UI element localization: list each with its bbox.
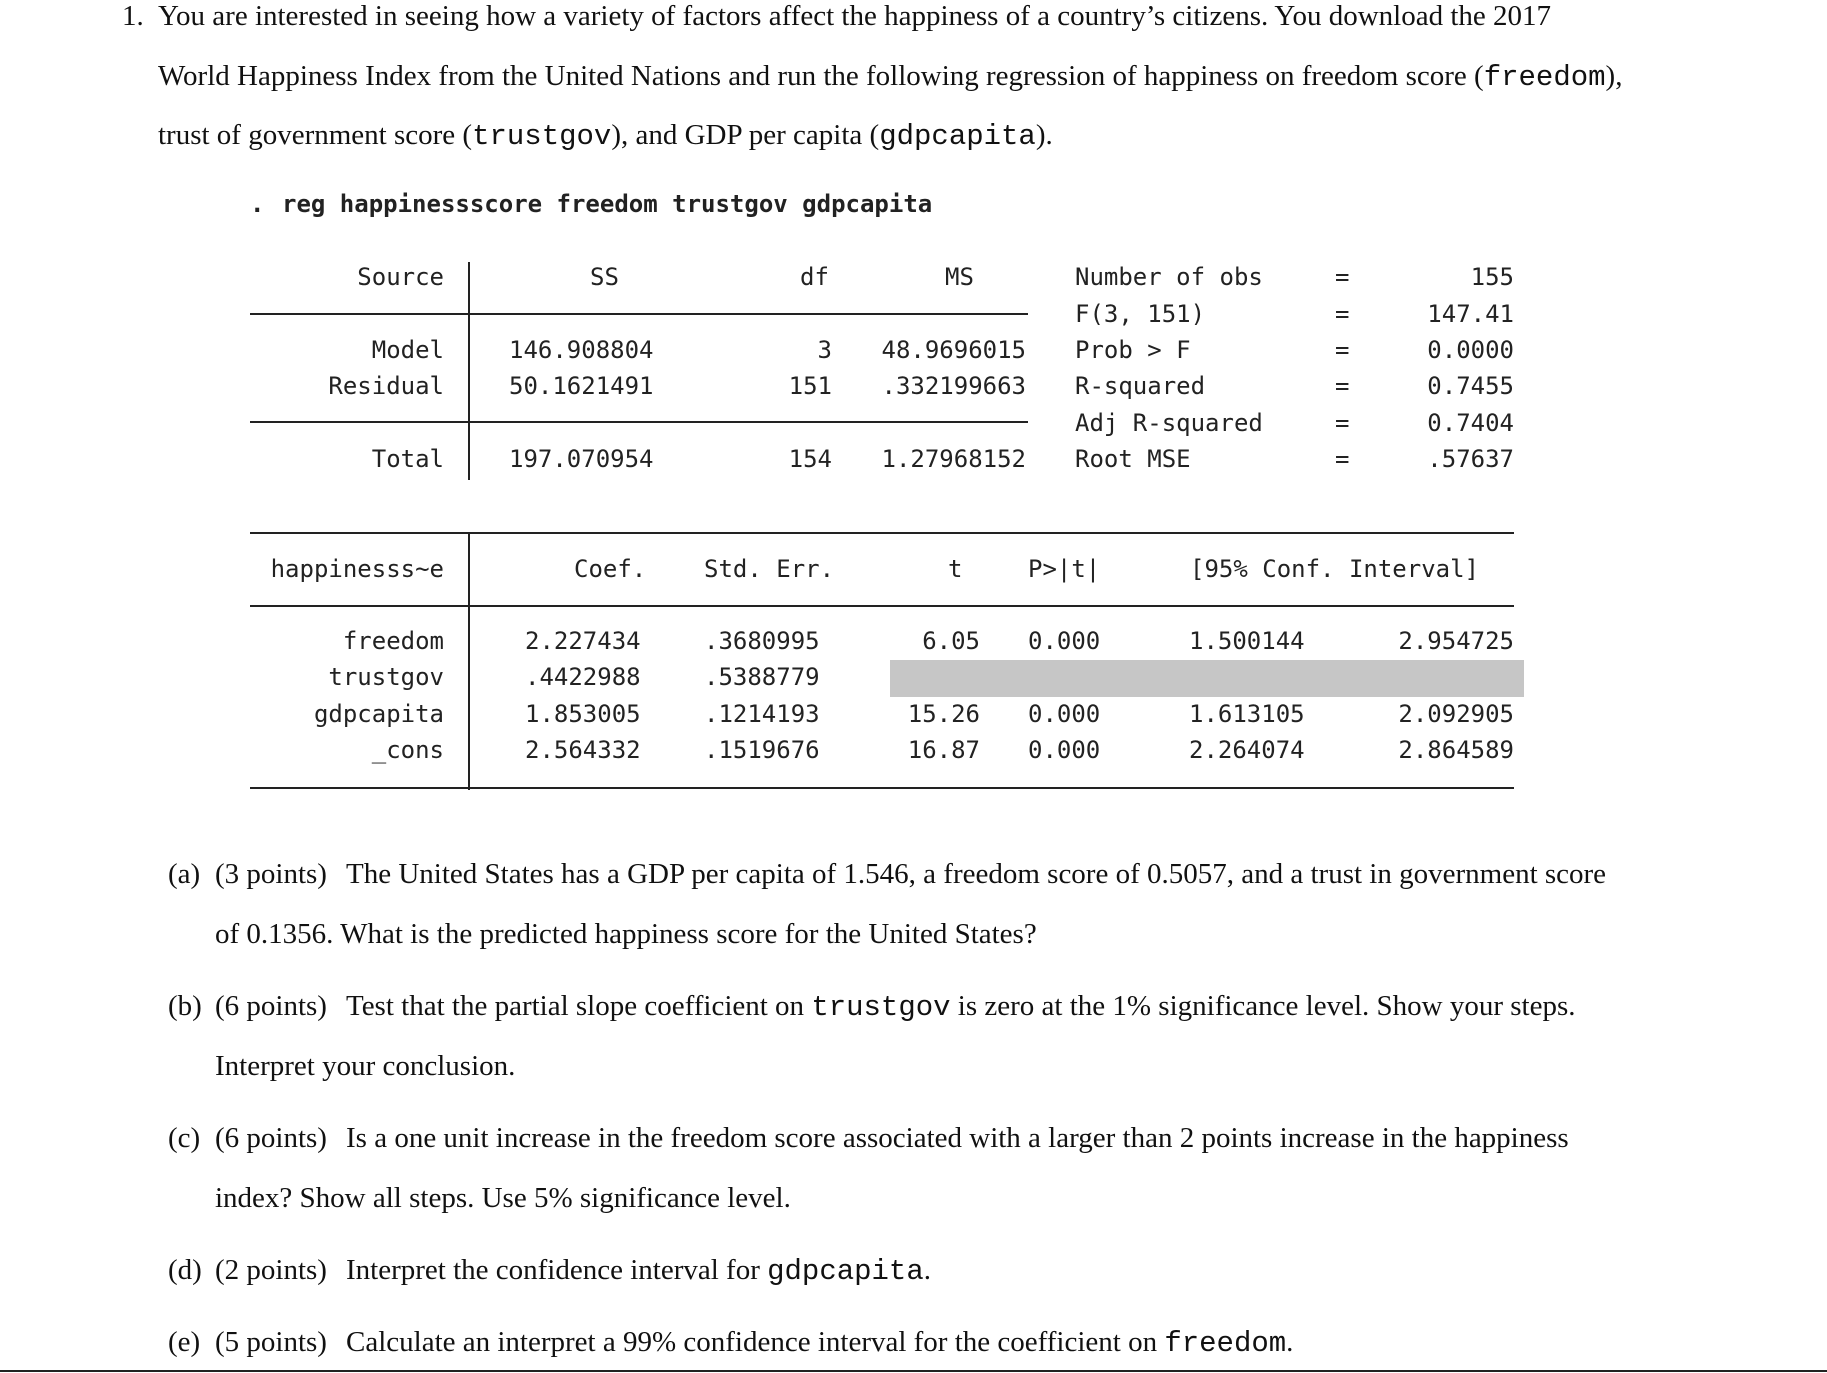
anova-total-rule: [250, 421, 1028, 423]
stat-value: 0.7404: [1427, 409, 1514, 437]
code-gdpcapita: gdpcapita: [879, 120, 1036, 153]
stat-equals: =: [1335, 263, 1350, 291]
coef-row-var: gdpcapita: [313, 700, 444, 728]
stat-value: 0.7455: [1427, 372, 1514, 400]
code-freedom: freedom: [1164, 1327, 1287, 1360]
part-c-text-line2: index? Show all steps. Use 5% significance level.: [215, 1182, 791, 1214]
redacted-trustgov-cells: [890, 660, 1524, 697]
coef-row-se: .1214193: [704, 700, 820, 728]
coef-row-coef: 2.227434: [525, 627, 641, 655]
code-freedom: freedom: [1483, 61, 1606, 94]
stat-equals: =: [1335, 300, 1350, 328]
part-d-text-line1: Interpret the confidence interval for gdpcapita.: [346, 1254, 931, 1288]
coef-row-se: .5388779: [704, 663, 820, 691]
anova-header-ms: MS: [945, 263, 974, 291]
coef-bottom-rule: [250, 787, 1514, 789]
stat-value: .57637: [1427, 445, 1514, 473]
anova-row-model-df: 3: [817, 336, 832, 364]
part-a-points: (3 points): [215, 858, 327, 890]
code-trustgov: trustgov: [472, 120, 612, 153]
anova-row-residual-df: 151: [788, 372, 832, 400]
part-b-text-line2: Interpret your conclusion.: [215, 1050, 516, 1082]
coef-header-se: Std. Err.: [704, 555, 835, 583]
part-a-text-line1: The United States has a GDP per capita of 1.546, a freedom score of 0.5057, and a trust in government score: [346, 858, 1607, 890]
anova-row-total-ms: 1.27968152: [881, 445, 1026, 473]
part-d-label: (d): [168, 1254, 202, 1286]
coef-row-coef: 2.564332: [525, 736, 641, 764]
stat-label: Adj R-squared: [1075, 409, 1263, 437]
anova-row-total-ss: 197.070954: [509, 445, 654, 473]
intro-line-2: World Happiness Index from the United Nations and run the following regression of happiness on freedom score (freedom),: [158, 60, 1623, 94]
anova-header-source: Source: [357, 263, 444, 291]
stat-label: Root MSE: [1075, 445, 1191, 473]
coef-row-ci-low: 2.264074: [1189, 736, 1305, 764]
anova-row-model-ss: 146.908804: [509, 336, 654, 364]
part-a-label: (a): [168, 858, 201, 890]
coef-row-p: 0.000: [1028, 700, 1101, 728]
coef-row-var: freedom: [342, 627, 444, 655]
question-number: 1.: [122, 0, 144, 32]
coef-header-dependent-var: happinesss~e: [270, 555, 444, 583]
part-b-points: (6 points): [215, 990, 327, 1022]
coef-row-ci-high: 2.954725: [1398, 627, 1514, 655]
stat-label: R-squared: [1075, 372, 1206, 400]
coef-header-coef: Coef.: [574, 555, 647, 583]
stat-value: 0.0000: [1427, 336, 1514, 364]
coef-row-p: 0.000: [1028, 736, 1101, 764]
anova-row-residual-ms: .332199663: [881, 372, 1026, 400]
anova-row-residual-ss: 50.1621491: [509, 372, 654, 400]
coef-header-ci: [95% Conf. Interval]: [1190, 555, 1479, 583]
stat-value: 155: [1470, 263, 1514, 291]
coef-row-var: trustgov: [328, 663, 444, 691]
stat-value: 147.41: [1427, 300, 1514, 328]
stat-label: F(3, 151): [1075, 300, 1206, 328]
stat-equals: =: [1335, 372, 1350, 400]
stat-label: Prob > F: [1075, 336, 1191, 364]
anova-header-df: df: [800, 263, 829, 291]
part-a-text-line2: of 0.1356. What is the predicted happiness score for the United States?: [215, 918, 1037, 950]
code-gdpcapita: gdpcapita: [767, 1255, 924, 1288]
coef-top-rule: [250, 532, 1514, 534]
coef-row-coef: .4422988: [525, 663, 641, 691]
stat-equals: =: [1335, 336, 1350, 364]
intro-line-3: trust of government score (trustgov), and GDP per capita (gdpcapita).: [158, 119, 1053, 153]
anova-header-rule: [250, 313, 1028, 315]
coef-row-ci-high: 2.092905: [1398, 700, 1514, 728]
part-c-label: (c): [168, 1122, 201, 1154]
anova-row-total-source: Total: [371, 445, 444, 473]
part-d-points: (2 points): [215, 1254, 327, 1286]
coef-header-p: P>|t|: [1028, 555, 1101, 583]
stat-label: Number of obs: [1075, 263, 1263, 291]
regression-command: reg happinessscore freedom trustgov gdpcapita: [282, 190, 933, 218]
anova-row-model-ms: 48.9696015: [881, 336, 1026, 364]
coef-row-ci-low: 1.613105: [1189, 700, 1305, 728]
coef-row-ci-high: 2.864589: [1398, 736, 1514, 764]
coef-row-p: 0.000: [1028, 627, 1101, 655]
anova-row-total-df: 154: [788, 445, 832, 473]
coef-vertical-rule: [468, 532, 470, 790]
coef-row-coef: 1.853005: [525, 700, 641, 728]
part-c-points: (6 points): [215, 1122, 327, 1154]
coef-row-t: 16.87: [907, 736, 980, 764]
stat-equals: =: [1335, 409, 1350, 437]
command-prompt: .: [250, 190, 265, 218]
anova-header-ss: SS: [590, 263, 619, 291]
coef-row-se: .3680995: [704, 627, 820, 655]
part-b-text-line1: Test that the partial slope coefficient on trustgov is zero at the 1% significance level. Show your steps.: [346, 990, 1576, 1024]
coef-row-t: 6.05: [922, 627, 980, 655]
part-c-text-line1: Is a one unit increase in the freedom score associated with a larger than 2 points increase in the happiness: [346, 1122, 1569, 1154]
part-b-label: (b): [168, 990, 202, 1022]
anova-row-model-source: Model: [371, 336, 444, 364]
part-e-label: (e): [168, 1326, 201, 1358]
anova-row-residual-source: Residual: [328, 372, 444, 400]
code-trustgov: trustgov: [811, 991, 951, 1024]
coef-row-var: _cons: [371, 736, 444, 764]
page-bottom-rule: [0, 1370, 1827, 1372]
coef-row-se: .1519676: [704, 736, 820, 764]
intro-line-1: You are interested in seeing how a variety of factors affect the happiness of a country’s citizens. You download the 2017: [158, 0, 1552, 32]
part-e-points: (5 points): [215, 1326, 327, 1358]
coef-row-t: 15.26: [907, 700, 980, 728]
coef-header-t: t: [948, 555, 963, 583]
part-e-text-line1: Calculate an interpret a 99% confidence interval for the coefficient on freedom.: [346, 1326, 1294, 1360]
coef-header-rule: [250, 605, 1514, 607]
coef-row-ci-low: 1.500144: [1189, 627, 1305, 655]
stat-equals: =: [1335, 445, 1350, 473]
anova-vertical-rule: [468, 262, 470, 480]
